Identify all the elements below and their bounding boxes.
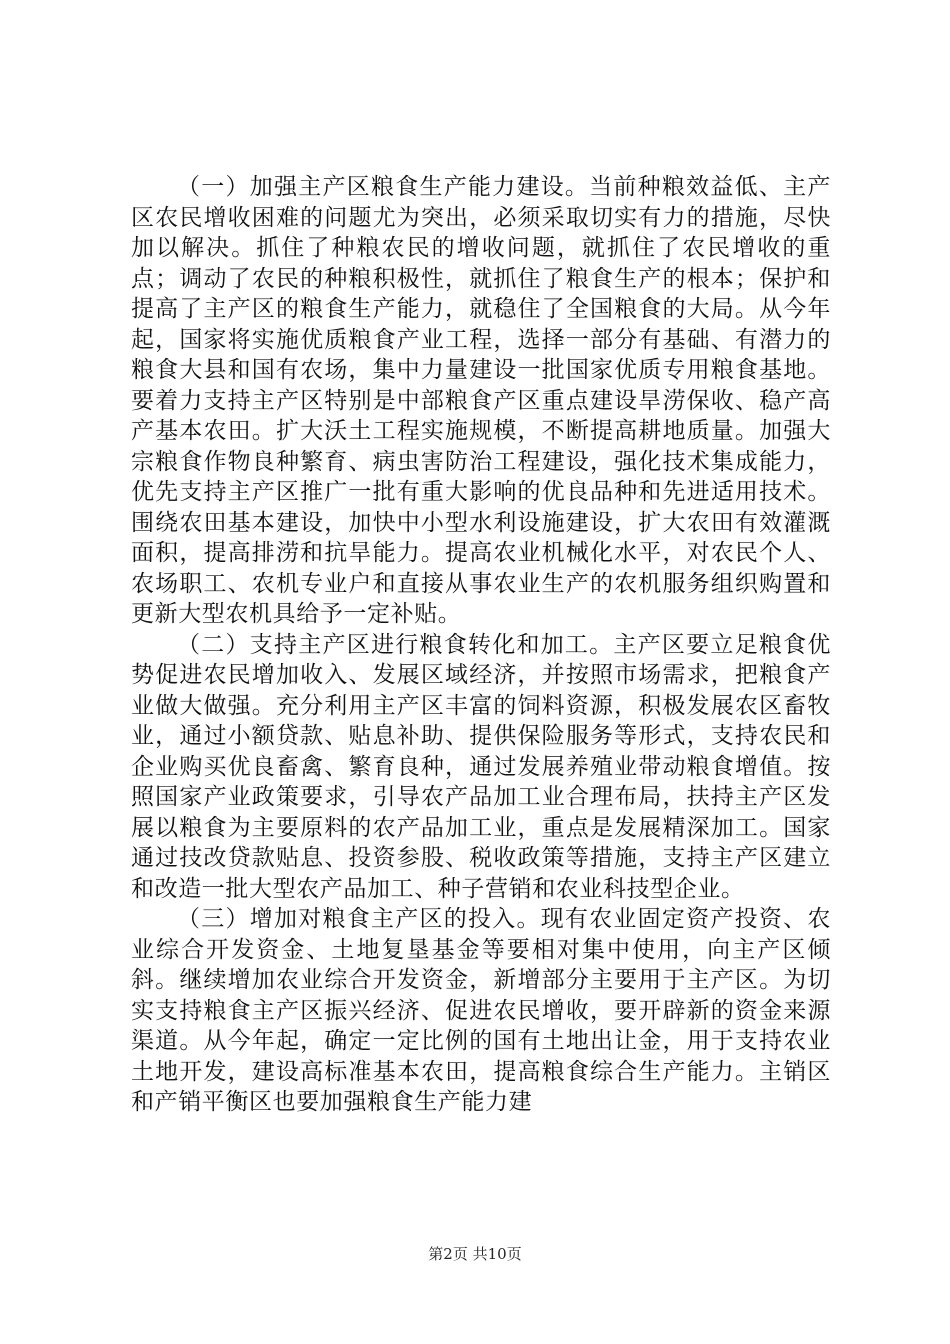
paragraph-3: （三）增加对粮食主产区的投入。现有农业固定资产投资、农业综合开发资金、土地复垦基金等要相对集中使用，向主产区倾斜。继续增加农业综合开发资金，新增部分主要用于主产区。为切实支持粮食主产区振兴经济、促进农民增收，要开辟新的资金来源渠道。从今年起，确定一定比例的国有土地出让金，用于支持农业土地开发，建设高标准基本农田，提高粮食综合生产能力。主销区和产销平衡区也要加强粮食生产能力建 <box>131 906 831 1115</box>
document-body <box>131 172 831 1118</box>
page-number-footer: 第2页 共10页 <box>428 1245 522 1263</box>
paragraph-2: （二）支持主产区进行粮食转化和加工。主产区要立足粮食优势促进农民增加收入、发展区域经济，并按照市场需求，把粮食产业做大做强。充分利用主产区丰富的饲料资源，积极发展农区畜牧业，通过小额贷款、贴息补助、提供保险服务等形式，支持农民和企业购买优良畜禽、繁育良种，通过发展养殖业带动粮食增值。按照国家产业政策要求，引导农产品加工业合理布局，扶持主产区发展以粮食为主要原料的农产品加工业，重点是发展精深加工。国家通过技改贷款贴息、投资参股、税收政策等措施，支持主产区建立和改造一批大型农产品加工、种子营销和农业科技型企业。 <box>131 631 831 902</box>
paragraph-1: （一）加强主产区粮食生产能力建设。当前种粮效益低、主产区农民增收困难的问题尤为突出，必须采取切实有力的措施，尽快加以解决。抓住了种粮农民的增收问题，就抓住了农民增收的重点；调动了农民的种粮积极性，就抓住了粮食生产的根本；保护和提高了主产区的粮食生产能力，就稳住了全国粮食的大局。从今年起，国家将实施优质粮食产业工程，选择一部分有基础、有潜力的粮食大县和国有农场，集中力量建设一批国家优质专用粮食基地。要着力支持主产区特别是中部粮食产区重点建设旱涝保收、稳产高产基本农田。扩大沃土工程实施规模，不断提高耕地质量。加强大宗粮食作物良种繁育、病虫害防治工程建设，强化技术集成能力，优先支持主产区推广一批有重大影响的优良品种和先进适用技术。围绕农田基本建设，加快中小型水利设施建设，扩大农田有效灌溉面积，提高排涝和抗旱能力。提高农业机械化水平，对农民个人、农场职工、农机专业户和直接从事农业生产的农机服务组织购置和更新大型农机具给予一定补贴。 <box>131 174 831 627</box>
